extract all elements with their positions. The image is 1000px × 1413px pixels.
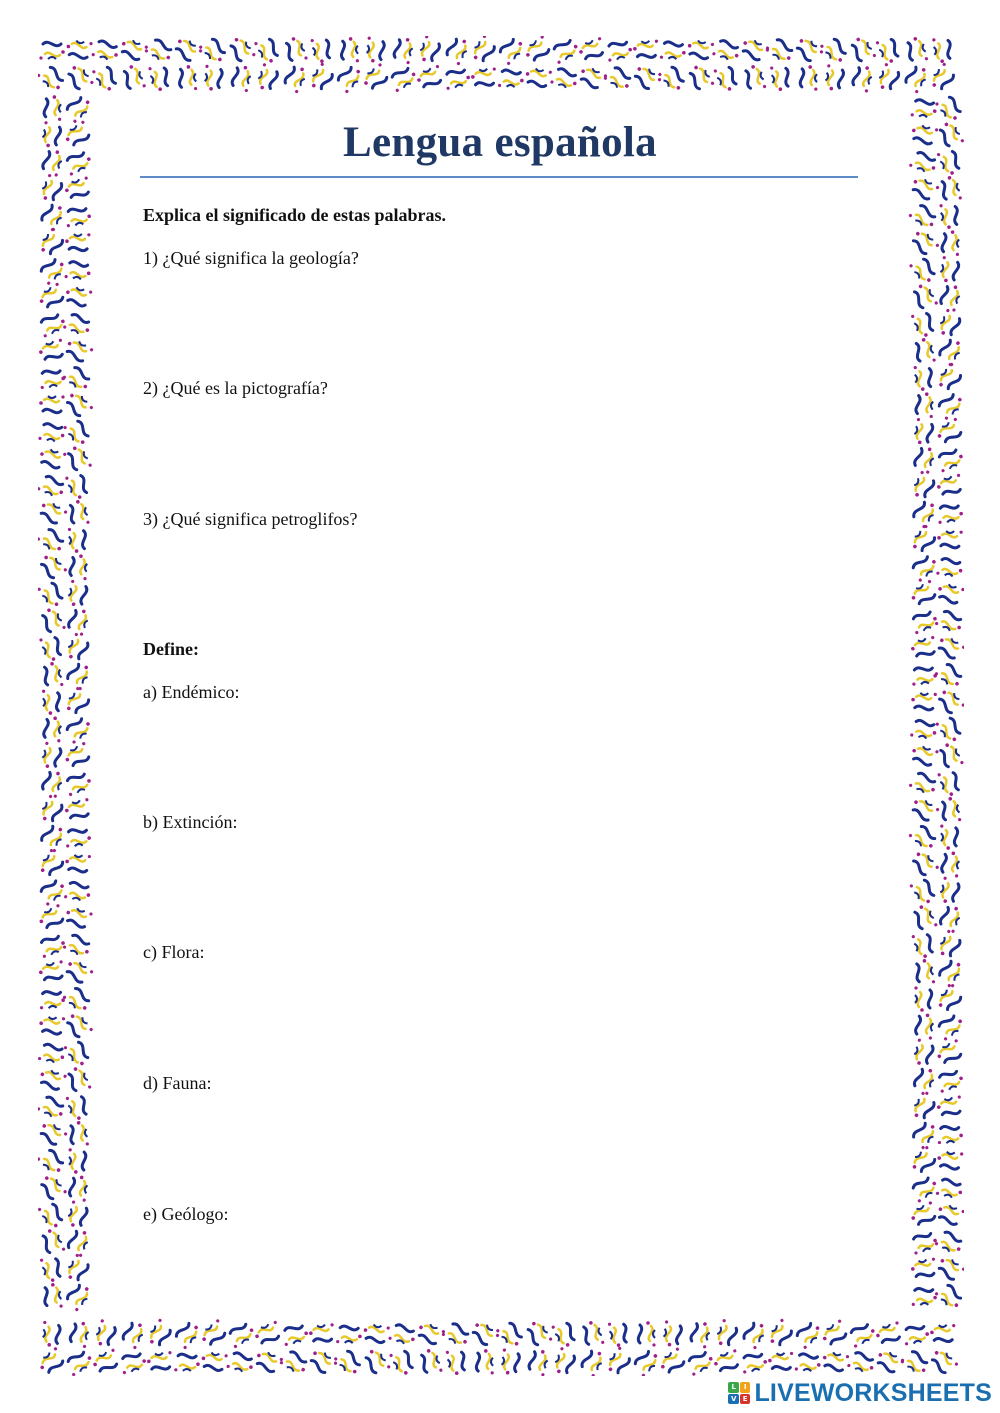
question-1: 1) ¿Qué significa la geología? (143, 248, 359, 268)
define-item-c: c) Flora: (143, 942, 205, 962)
define-item-d: d) Fauna: (143, 1073, 212, 1093)
page-title: Lengua española (343, 119, 657, 166)
section1-instruction: Explica el significado de estas palabras. (143, 205, 447, 225)
brand-name: LIVEWORKSHEETS (754, 1378, 992, 1407)
section2-instruction: Define: (143, 639, 199, 659)
define-item-a: a) Endémico: (143, 682, 240, 702)
define-item-b: b) Extinción: (143, 812, 238, 832)
title-divider (140, 176, 858, 178)
define-item-e: e) Geólogo: (143, 1204, 229, 1224)
liveworksheets-logo-icon: L I V E (728, 1382, 750, 1404)
worksheet-content (140, 0, 860, 1413)
question-2: 2) ¿Qué es la pictografía? (143, 378, 328, 398)
question-3: 3) ¿Qué significa petroglifos? (143, 509, 358, 529)
liveworksheets-brand (728, 1379, 992, 1407)
